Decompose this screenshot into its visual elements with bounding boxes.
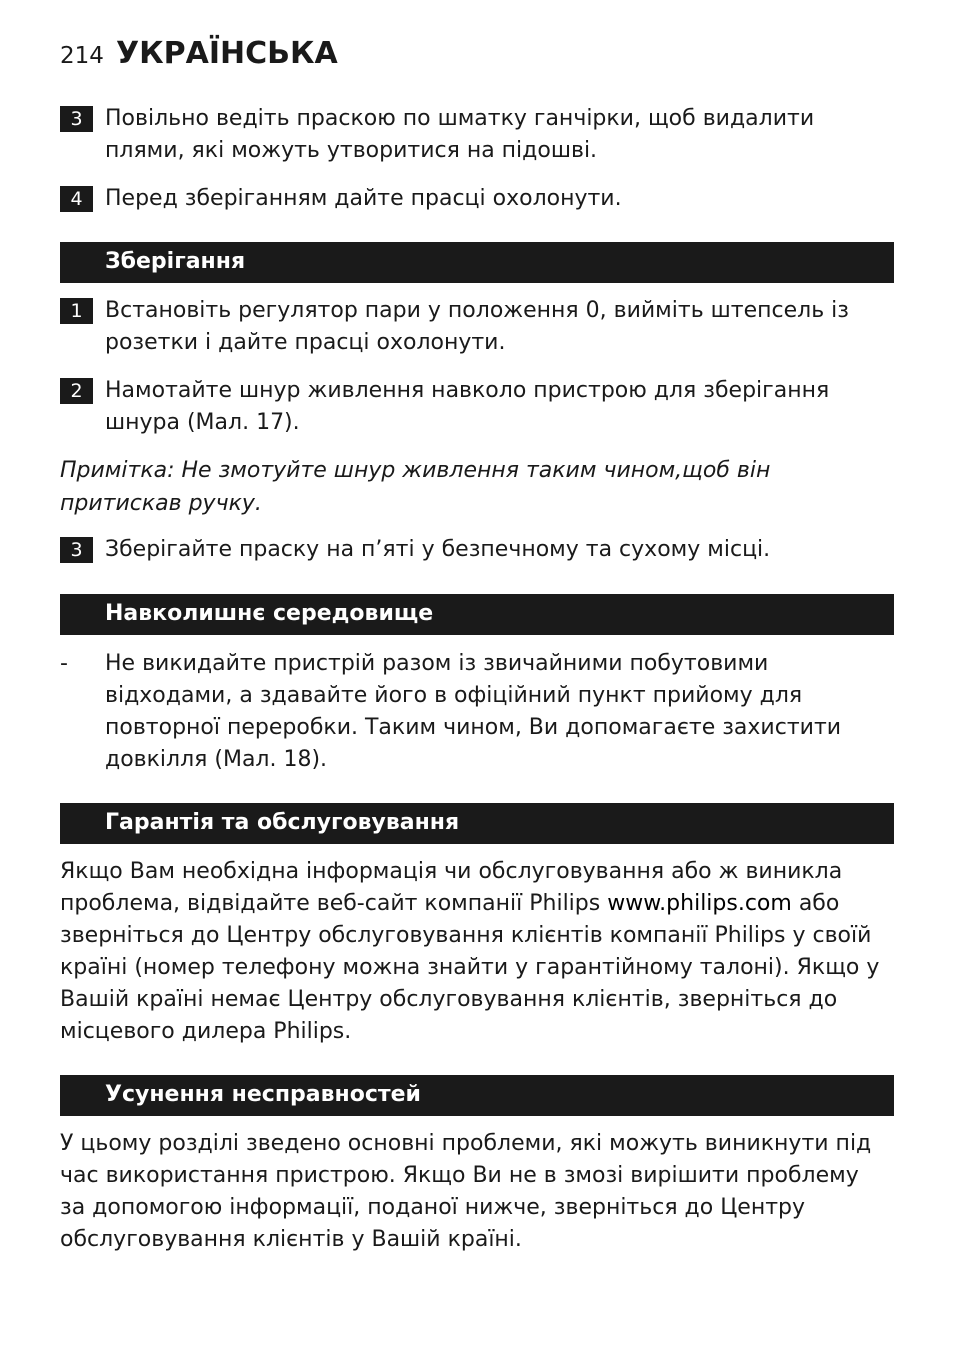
section-title: Зберігання bbox=[105, 249, 246, 274]
section-title: Усунення несправностей bbox=[105, 1082, 421, 1107]
bullet-text: Не викидайте пристрій разом із звичайними побутовими відходами, а здавайте його в офіційний пункт прийому для повторної переробки. Таким чином, Ви допомагаєте захистити довкілля (Мал. 18). bbox=[105, 651, 842, 772]
step-text: Повільно ведіть праскою по шматку ганчірки, щоб видалити плями, які можуть утворитися на підошві. bbox=[105, 106, 815, 163]
section-header-environment bbox=[60, 594, 894, 635]
bullet-dash: - bbox=[60, 651, 68, 676]
warranty-paragraph bbox=[60, 856, 894, 1048]
step-text: Перед зберіганням дайте прасці охолонути. bbox=[105, 186, 622, 211]
section-title: Гарантія та обслуговування bbox=[105, 810, 460, 835]
step-text: Встановіть регулятор пари у положення 0, вийміть штепсель із розетки і дайте прасці охолонути. bbox=[105, 298, 849, 355]
step-number-badge: 3 bbox=[60, 106, 93, 132]
step-number-badge: 3 bbox=[60, 537, 93, 563]
language-title: УКРАЇНСЬКА bbox=[116, 36, 338, 71]
troubleshooting-paragraph: У цьому розділі зведено основні проблеми, які можуть виникнути під час використання пристрою. Якщо Ви не в змозі вирішити проблему за допомогою інформації, поданої нижче, зверніться до Центру обслуговування клієнтів у Вашій країні. bbox=[60, 1131, 872, 1252]
section-header-warranty bbox=[60, 803, 894, 844]
section-header-troubleshooting bbox=[60, 1075, 894, 1116]
section-header-storage bbox=[60, 242, 894, 283]
storage-note: Примітка: Не змотуйте шнур живлення таким чином,щоб він притискав ручку. bbox=[60, 458, 771, 516]
warranty-text-start: Якщо Вам необхідна інформація чи обслуговування або ж виникла проблема, відвідайте веб-сайт компанії Philips bbox=[60, 859, 843, 916]
step-number-badge: 4 bbox=[60, 186, 93, 212]
step-number-badge: 2 bbox=[60, 378, 93, 404]
page-header bbox=[60, 36, 894, 76]
section-title: Навколишнє середовище bbox=[105, 601, 434, 626]
step-number-badge: 1 bbox=[60, 298, 93, 324]
step-text: Зберігайте праску на п’яті у безпечному та сухому місці. bbox=[105, 537, 771, 562]
warranty-text-end: або зверніться до Центру обслуговування клієнтів компанії Philips у своїй країні (номер телефону можна знайти у гарантійному талоні). Якщо у Вашій країні немає Центру обслуговування клієнтів, зверніться до місцевого дилера Philips. bbox=[60, 891, 880, 1044]
page-number: 214 bbox=[60, 43, 104, 69]
step-text: Намотайте шнур живлення навколо пристрою для зберігання шнура (Мал. 17). bbox=[105, 378, 830, 435]
philips-website-link[interactable]: www.philips.com bbox=[607, 891, 792, 916]
